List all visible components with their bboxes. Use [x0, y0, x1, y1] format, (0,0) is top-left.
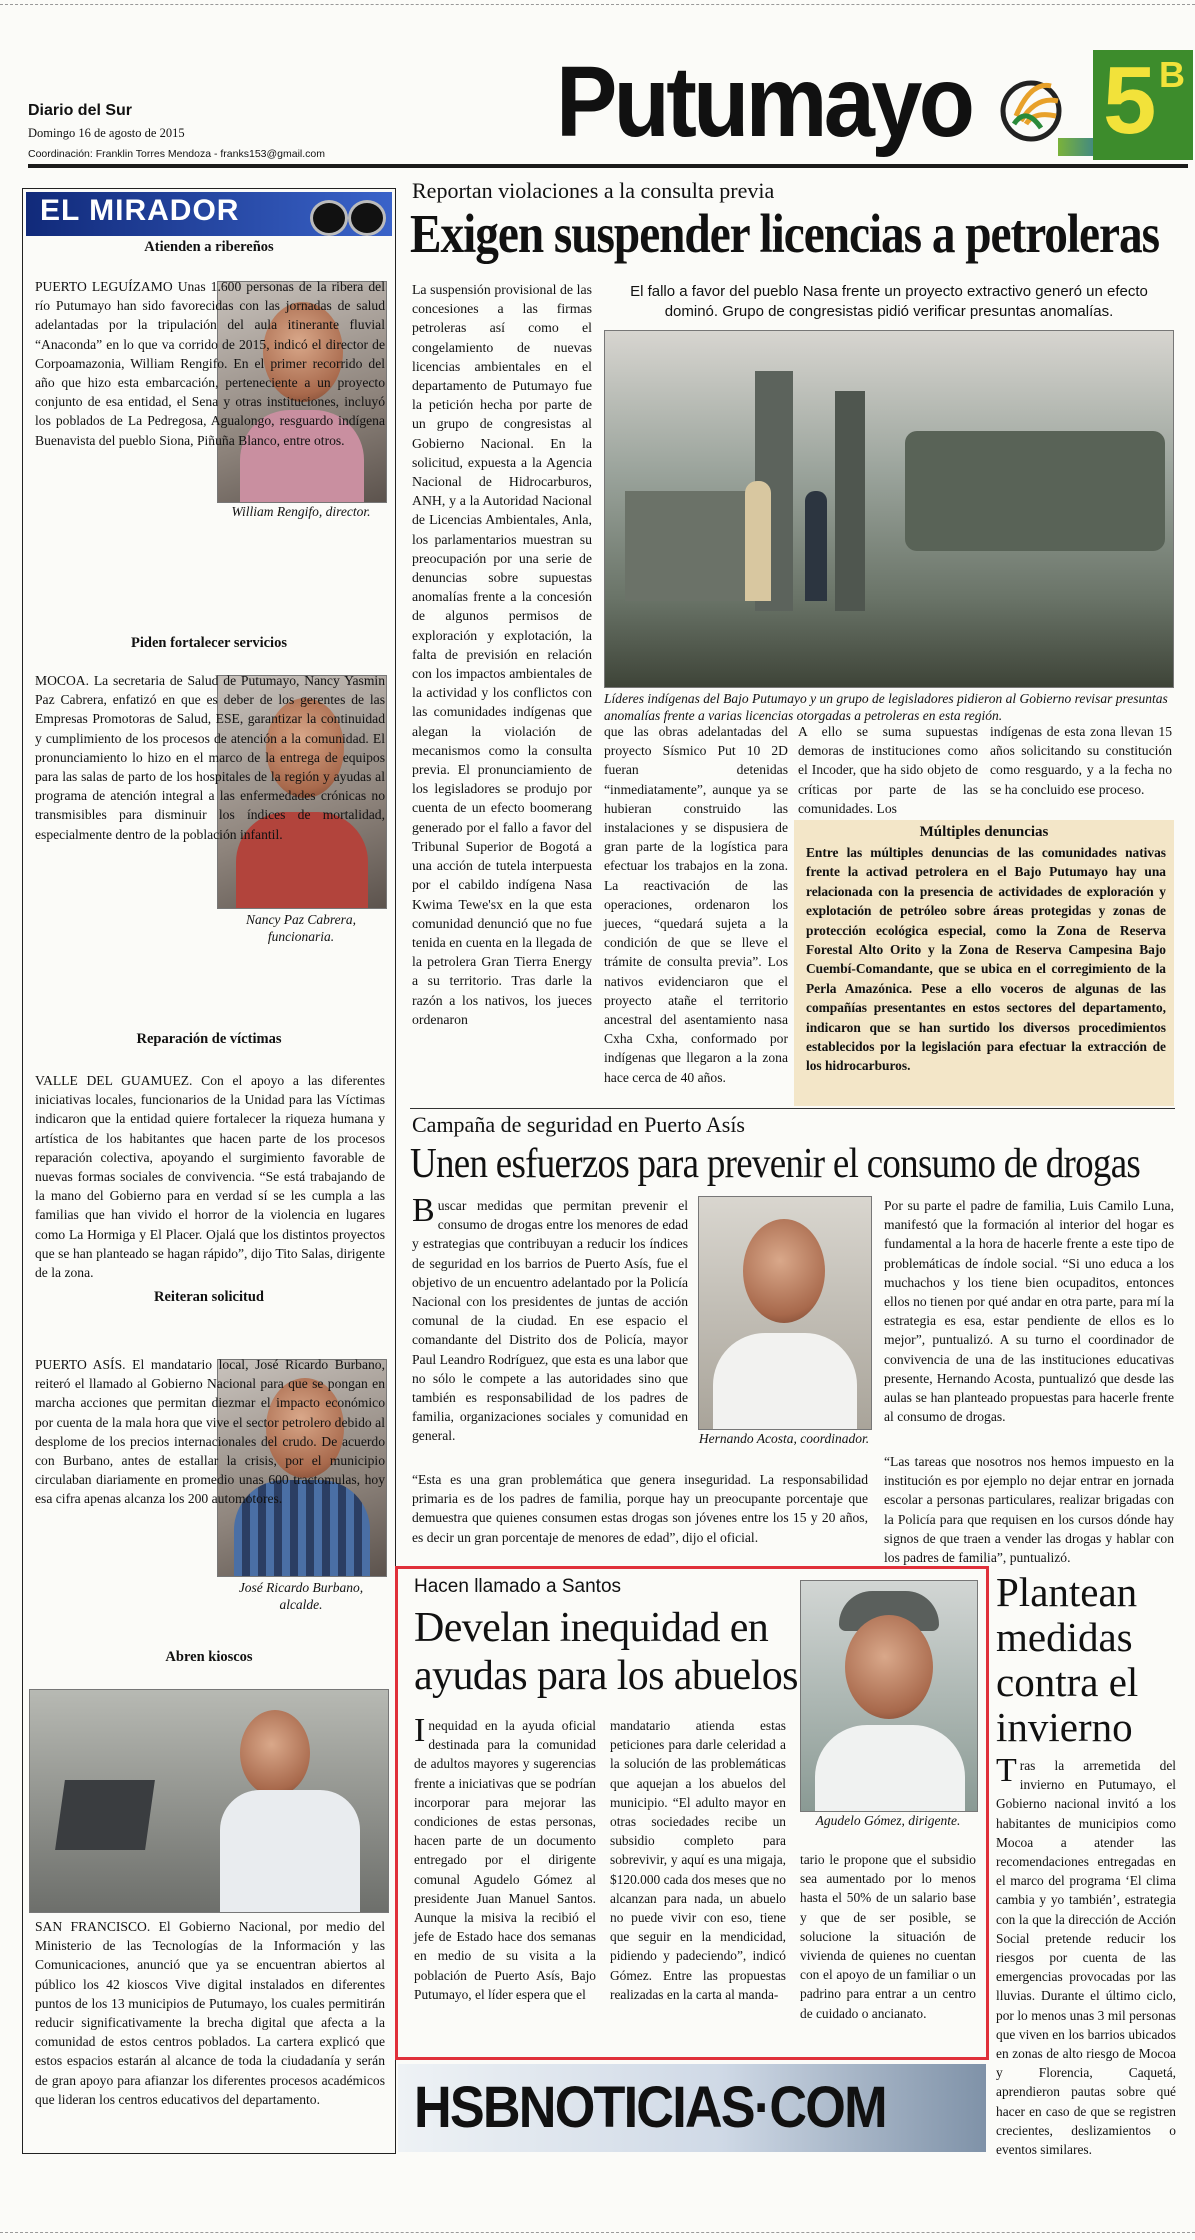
mirador-title: EL MIRADOR: [40, 194, 240, 227]
page-number-badge: [1093, 47, 1193, 160]
masthead: [28, 46, 1185, 180]
binoculars-icon: [308, 196, 386, 232]
abuelos-headline: Develan inequidad en ayudas para los abuelos: [414, 1605, 798, 1699]
page-number: 5: [1103, 47, 1157, 154]
multiples-denuncias-box: [794, 820, 1174, 1106]
abuelos-col1: Inequidad en la ayuda oficial destinada para la comunidad de adultos mayores y sugerencias frente a iniciativas que se podrían incorporar para mejorar las condiciones de estas personas, hacen parte de un documento entregado por el dirigente comunal Agudelo Gómez al presidente Juan Manuel Santos. Aunque la misiva la recibió el jefe de Estado hace dos semanas en medio de su visita a la población de Puerto Asís, Bajo Putumayo, el líder espera que el: [414, 1712, 596, 2002]
lead-photo: [604, 330, 1174, 688]
drogas-headline: Unen esfuerzos para prevenir el consumo de drogas: [410, 1141, 1141, 1187]
lead-col2: que las obras adelantadas del proyecto Sísmico Put 10 2D fueran detenidas “inmediatamente”, aunque ya se hubieran construido las instalaciones y se dispusiera de gran parte de la logística para efectuar los trabajos en la zona. La reactivación de las operaciones, ordenaron los jueces, “quedará sujeta a la condición de que se lleve el trámite de consulta previa”. Los nativos evidenciaron que el proyecto atañe el territorio ancestral del asentamiento nasa Cxha Cxha, conformado por indígenas que llegaron a la zona hace cerca de 40 años.: [604, 724, 788, 1085]
mirador-heading-2: Piden fortalecer servicios: [131, 635, 287, 651]
mirador-heading-4: Reiteran solicitud: [154, 1289, 264, 1305]
mirador-column: [22, 188, 396, 2154]
abuelos-col3: tario le propone que el subsidio sea aumentado por lo menos hasta el 50% de un salario base y que de ser posible, se solucione la situación de vivienda de quienes no cuentan con el apoyo de un familiar o un padrino para entrar a un centro de cuidado o ancianato.: [800, 1852, 976, 2021]
hsb-ad: [398, 2064, 986, 2152]
caption-jose-burbano: José Ricardo Burbano, alcalde.: [238, 1580, 364, 1612]
lead-col1: La suspensión provisional de las concesiones a las firmas petroleras así como el congelamiento de nuevas licencias ambientales en el departamento de Putumayo fue la petición hecha por parte de un grupo de congresistas al Gobierno Nacional. En la solicitud, expuesta a la Agencia Nacional de Hidrocarburos, ANH, y a la Autoridad Nacional de Licencias Ambientales, Anla, los parlamentarios muestran su preocupación por una serie de denuncias sobre supuestas anomalías frente a la concesión de algunos permisos de exploración y explotación, la falta de previsión en relación con los impactos ambientales de la actividad y los conflictos con las comunidades indígenas que alegan la violación de mecanismos como la consulta previa. El pronunciamiento de los legisladores se produjo por cuenta de un efecto boomerang generado por el fallo a favor del Tribunal Superior de Bogotá a una acción de tutela interpuesta por el cabildo indígena Nasa Kwima Tewe'sx en la que esta comunidad denunció que no fue tenida en cuenta en la llegada de la petrolera Gran Tierra Energy a su territorio. Tras darle la razón a los nativos, los jueces ordenaron: [412, 282, 592, 1027]
mirador-heading-1: Atienden a ribereños: [144, 239, 274, 255]
rule-drogas: [410, 1108, 1175, 1109]
lead-photo-caption: Líderes indígenas del Bajo Putumayo y un grupo de legisladores pidieron al Gobierno revisar presuntas anomalías frente a varias licencias otorgadas a petroleras en esta región.: [604, 691, 1168, 723]
masthead-underline: [28, 164, 1188, 168]
drogas-wide: “Esta es una gran problemática que genera inseguridad. La responsabilidad primaria es de los padres de familia, porque hay un preocupante porcentaje que demuestra que quienes consumen estas drogas son jóvenes entre los 15 y 20 años, es decir un gran porcentaje de menores de edad”, dijo el oficial.: [412, 1472, 868, 1545]
page-letter: B: [1159, 54, 1185, 95]
box-text: Entre las múltiples denuncias de las comunidades nativas frente la activad petrolera en el Bajo Putumayo hay una relacionada con la presencia de actividades de exploración y explotación de petróleo sobre áreas protegidas y zonas de protección ecológica especial, como la Zona de Reserva Forestal Alto Orito y la Zona de Reserva Campesina Bajo Cuembí-Comandante, que se ubica en el corregimiento de la Perla Amazónica. Pese a ello voceros de algunas de las compañías presentantes en estos sectores del departamento, indicaron que se han surtido los diversos procedimientos establecidos por la legislación para efectuar la extracción de los hidrocarburos.: [806, 845, 1166, 1074]
drogas-col3b: “Las tareas que nosotros nos hemos impuesto en la institución es por ejemplo no dejar entrar en jornada escolar a personas particulares, realizar brigadas con la Policía para que requisen en los cursos dónde hay signos de que traen a vender las drogas y hablar con los padres de familia”, puntualizó.: [884, 1454, 1174, 1566]
abuelos-kicker: Hacen llamado a Santos: [414, 1576, 622, 1597]
lead-deck: El fallo a favor del pueblo Nasa frente un proyecto extractivo generó un efecto dominó. Grupo de congresistas pidió verificar presuntas anomalías.: [630, 283, 1148, 320]
mirador-text-5: SAN FRANCISCO. El Gobierno Nacional, por medio del Ministerio de las Tecnologías de la Información y las Comunicaciones, anunció que ya se encuentran abiertos al público los 42 kioscos Vive digital instalados en diferentes puntos de los 13 municipios de Putumayo, los cuales permitirán reducir significativamente la brecha digital que afecta a la comunidad de estos centros poblados. La cartera explicó que estos espacios estarán al alcance de toda la ciudadanía y serán de gran apoyo para afianzar los diferentes procesos académicos que lideran los centros educativos del departamento.: [35, 1919, 385, 2107]
paper-name: Diario del Sur: [28, 102, 133, 119]
mirador-heading-3: Reparación de víctimas: [136, 1031, 282, 1047]
lead-col3: A ello se suma supuestas demoras de instituciones como el Incoder, que ha sido objeto de críticas por parte de las comunidades. Los: [798, 724, 978, 816]
mirador-heading-5: Abren kioscos: [165, 1649, 253, 1665]
mirador-text-1: PUERTO LEGUÍZAMO Unas 1.600 personas de la ribera del río Putumayo han sido favorecidas con las jornadas de salud adelantadas por la tripulación del aula itinerante fluvial “Anaconda” en lo que va corrido de 2015, indicó el director de Corpoamazonia, William Rengifo. En el primer recorrido del año que hizo esta embarcación, perteneciente a un proyecto conjunto de esa entidad, el Sena y otras instituciones, incluyó los poblados de La Pedregosa, Agualongo, resguardo indígena Buenavista del pueblo Siona, Piñuña Blanco, entre otros.: [35, 279, 385, 448]
bottom-trim: [0, 2232, 1195, 2234]
photo-hernando-acosta: [698, 1196, 872, 1430]
section-title: Putumayo: [556, 46, 972, 158]
coordination-line: Coordinación: Franklin Torres Mendoza - franks153@gmail.com: [28, 148, 326, 160]
abuelos-col2: mandatario atienda estas peticiones para darle celeridad a la solución de las problemáticas que aquejan a los abuelos del municipio. “El adulto mayor en otras sociedades recibe un subsidio completo para sobrevivir, y aquí es una migaja, $120.000 cada dos meses que no alcanzan para nada, un abuelo no puede vivir con eso, tiene que seguir en la mendicidad, pidiendo y padeciendo”, indicó Gómez. Entre las propuestas realizadas en la carta al manda-: [610, 1718, 786, 2002]
photo-kioscos: [29, 1689, 389, 1913]
invierno-headline: Plantean medidas contra el invierno: [996, 1569, 1139, 1750]
issue-date: Domingo 16 de agosto de 2015: [28, 126, 185, 140]
drogas-col3: Por su parte el padre de familia, Luis Camilo Luna, manifestó que la formación al interior del hogar es fundamental a la hora de hacerle frente a este tipo de problemáticas de índole social. “Si uno educa a los muchachos y los tiene bien ocupaditos, entonces ellos no tienen por qué andar en otra parte, para mí la estrategia es esa, estar pendiente de ellos es lo mejor”, puntualizó. A su turno el coordinador de convivencia de una de las instituciones educativas presente, Hernando Acosta, puntualizó que desde las aulas se han planteado propuestas para hacerle frente al consumo de drogas.: [884, 1198, 1174, 1425]
invierno-text: Tras la arremetida del invierno en Putumayo, el Gobierno nacional invitó a los habitantes de municipios como Mocoa a atender las recomendaciones entregadas en el marco del programa ‘El clima cambia y yo también’, estrategia con la que la dirección de Acción Social pretende reducir los riesgos por cuenta de las emergencias provocadas por las lluvias. Durante el último ciclo, por lo menos unas 3 mil personas que viven en los barrios ubicados en zonas de alto riesgo de Mocoa y Florencia, Caquetá, aprendieron pautas sobre qué hacer en caso de que se registren crecientes, deslizamientos o eventos similares.: [996, 1752, 1176, 2158]
mirador-text-3: VALLE DEL GUAMUEZ. Con el apoyo a las diferentes iniciativas locales, funcionarios de la Unidad para las Víctimas indicaron que la entidad quiere fortalecer la riqueza humana y artística de los habitantes que hacen parte de los procesos reparación colectiva, apoyando el surgimiento favorable de nuevas formas sociales de convivencia. “Se está trabajando de la mano del Gobierno para en verdad sí se les cumpla a las familias que han vivido el horror de la violencia en lugares como La Hormiga y El Placer. Ojalá que los distintos proyectos que se han planteado se hagan rápido”, dijo Tito Salas, dirigente de la zona.: [35, 1073, 385, 1281]
hsb-ad-text: HSBNOTICIAS·COM: [414, 2075, 886, 2140]
caption-william-rengifo: William Rengifo, director.: [231, 504, 371, 519]
caption-hernando-acosta: Hernando Acosta, coordinador.: [698, 1431, 870, 1446]
mirador-text-4: PUERTO ASÍS. El mandatario local, José Ricardo Burbano, reiteró el llamado al Gobierno Nacional para que se pongan en marcha acciones que permitan diezmar el impacto económico por cuenta de la mala hora que vive el sector petrolero debido al desplome de los precios internacionales del crudo. De acuerdo con Burbano, antes de estallar la crisis, por el municipio circulaban diariamente en promedio unas 600 tractomulas, hoy esa cifra apenas alcanza los 200 automotores.: [35, 1357, 385, 1507]
mirador-banner: [26, 192, 392, 236]
caption-agudelo-gomez: Agudelo Gómez, dirigente.: [815, 1813, 961, 1828]
caption-nancy-paz: Nancy Paz Cabrera, funcionaria.: [245, 912, 357, 944]
mirador-text-2: MOCOA. La secretaria de Salud de Putumayo, Nancy Yasmin Paz Cabrera, enfatizó en que es deber de los gerentes de las Empresas Promotoras de Salud, ESE, garantizar la continuidad y cumplimiento de los procesos de atención a la comunidad. El pronunciamiento lo hizo en el marco de la entrega de equipos para las salas de parto de los hospitales de la región y ayudas al programa de atención integral a las enfermedades crónicas no transmisibles para disminuir los índices de mortalidad, especialmente dentro de la población infantil.: [35, 673, 385, 842]
lead-col4: indígenas de esta zona llevan 15 años solicitando su constitución como resguardo, y a la fecha no se ha concluido ese proceso.: [990, 724, 1172, 797]
lead-headline: Exigen suspender licencias a petroleras: [410, 203, 1159, 264]
top-trim: [0, 0, 1195, 5]
drogas-col1: Buscar medidas que permitan prevenir el consumo de drogas entre los menores de edad y estrategias que contribuyan a reducir los índices de seguridad en los barrios de Puerto Asís, fue el objetivo de un encuentro adelantado por la Policía Nacional con los presidentes de juntas de acción comunal de la ciudad. En ese espacio el comandante del Distrito dos de Policía, mayor Paul Leandro Rodríguez, que esta es una labor que no sólo le compete a las autoridades sino que también es responsabilidad de los padres de familia, organizaciones sociales y comunidad en general.: [412, 1192, 688, 1444]
palm-logo-icon: [996, 66, 1066, 146]
box-title: Múltiples denuncias: [919, 824, 1049, 840]
lead-kicker: Reportan violaciones a la consulta previa: [412, 178, 775, 203]
photo-agudelo-gomez: [800, 1580, 978, 1812]
drogas-kicker: Campaña de seguridad en Puerto Asís: [412, 1112, 745, 1137]
